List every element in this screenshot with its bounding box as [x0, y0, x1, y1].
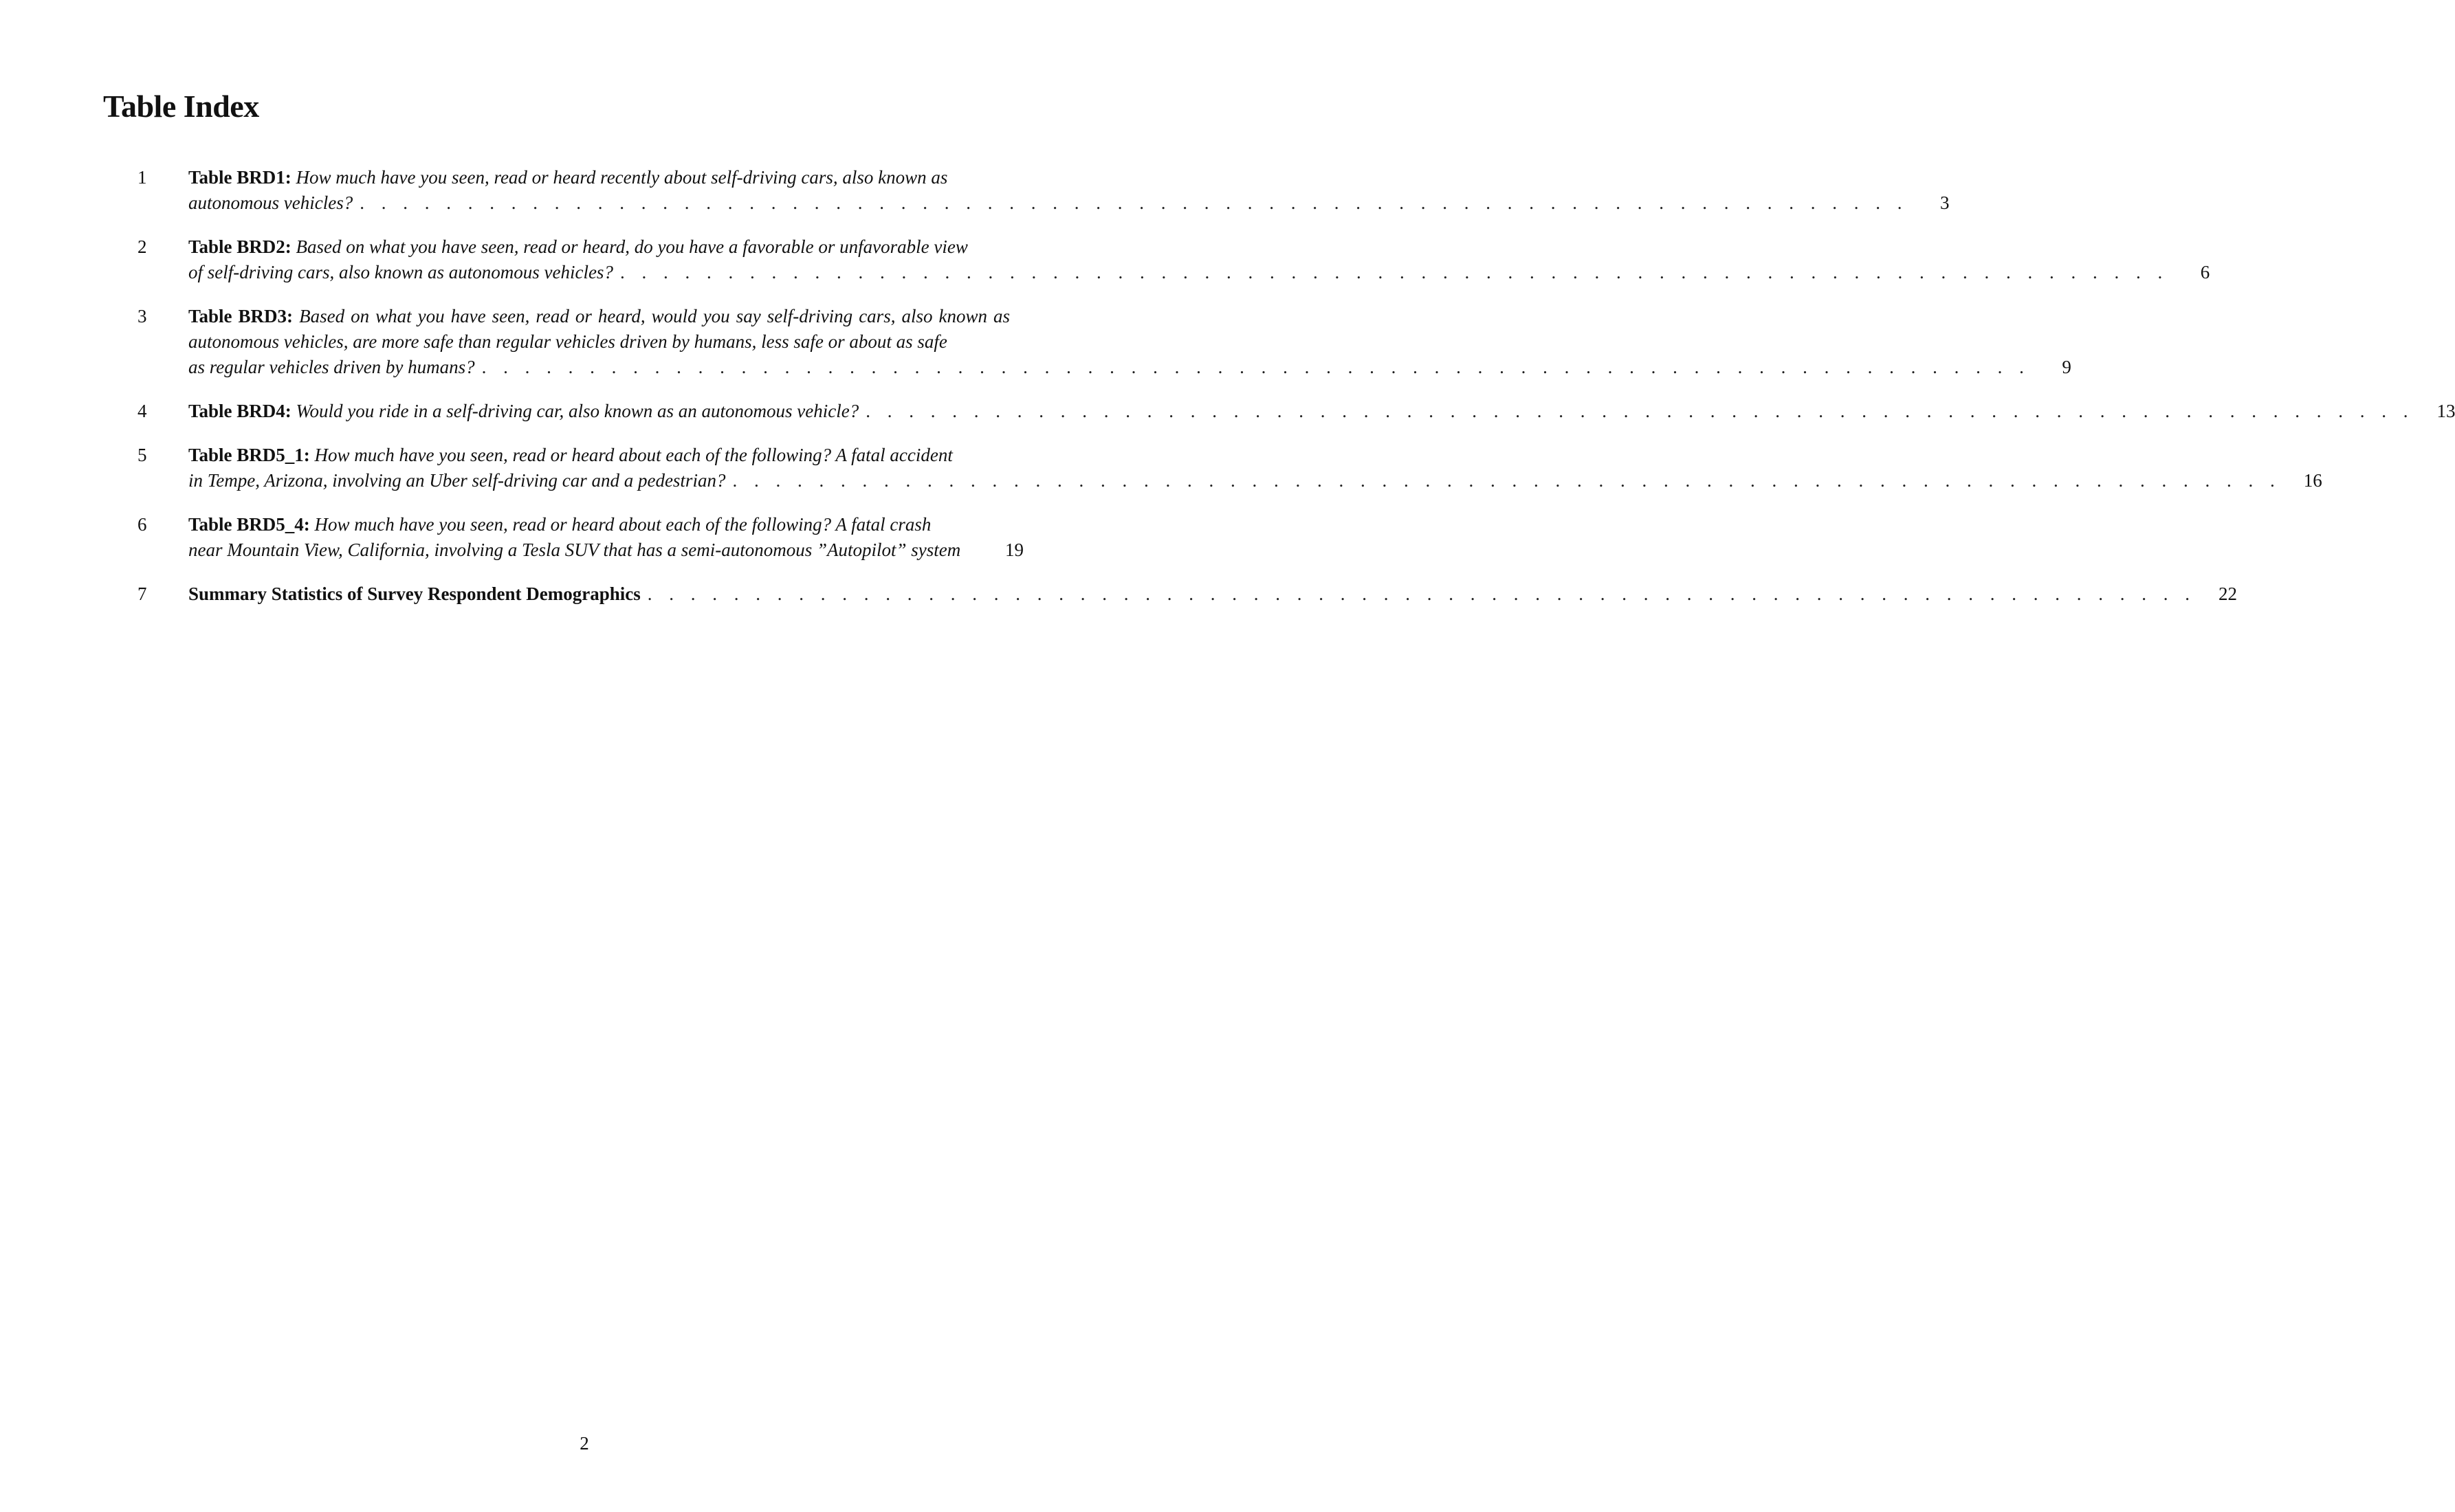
- toc-entry-7[interactable]: [0, 581, 2237, 607]
- toc-leader-dots: . . . . . . . . . . . . . . . . . . . . . . . . . . . . . . . . . . . . . . . . . . . . . . . . . . . . . . . . . . . . . . . . . . . . . . . .: [647, 583, 2196, 604]
- toc-entry-last-line: [188, 581, 2237, 607]
- toc-leader-dots: . . . . . . . . . . . . . . . . . . . . . . . . . . . . . . . . . . . . . . . . . . . . . . . . . . . . . . . . . . . . . . . . . . . . . . . .: [619, 262, 2169, 282]
- toc-entry-question: How much have you seen, read or heard about each of the following? A fatal accident: [314, 445, 953, 465]
- toc-entry-page: 13: [2436, 401, 2455, 421]
- toc-entry-question-end: near Mountain View, California, involving a Tesla SUV that has a semi-autonomous ”Autopilot” system: [188, 540, 961, 560]
- toc-entry-last-line: [188, 260, 2210, 285]
- toc-entry-page: 22: [2219, 583, 2237, 604]
- toc-entry-text: [188, 399, 859, 424]
- toc-entry-3[interactable]: [0, 304, 2071, 380]
- toc-entry-last-line: [188, 399, 2455, 424]
- toc-entry-question: Based on what you have seen, read or heard, do you have a favorable or unfavorable view: [296, 236, 968, 257]
- toc-entry-5[interactable]: [0, 443, 2322, 493]
- page-title: Table Index: [103, 89, 259, 124]
- toc-entry-label: Table BRD5_1:: [188, 445, 310, 465]
- toc-entry-question-end: as regular vehicles driven by humans?: [188, 357, 475, 377]
- toc-entry-4[interactable]: [0, 399, 2455, 424]
- toc-entry-question: How much have you seen, read or heard recently about self-driving cars, also known as: [296, 167, 948, 188]
- toc-entry-page: 16: [2303, 470, 2322, 491]
- toc-entry-last-line: [188, 537, 1024, 563]
- toc-entry-1[interactable]: [0, 165, 1950, 216]
- toc-entry-number: 6: [137, 514, 147, 535]
- toc-entry-text: [188, 512, 1010, 537]
- toc-entry-2[interactable]: [0, 234, 2210, 285]
- toc-entry-question-end: in Tempe, Arizona, involving an Uber self-driving car and a pedestrian?: [188, 470, 726, 491]
- toc-entry-text: [188, 165, 1010, 190]
- toc-entry-page: 6: [2200, 262, 2210, 282]
- toc-entry-last-line: [188, 190, 1950, 216]
- toc-entry-page: 3: [1939, 192, 1950, 213]
- toc-leader-dots: . . . . . . . . . . . . . . . . . . . . . . . . . . . . . . . . . . . . . . . . . . . . . . . . . . . . . . . . . . . . . . . . . . . . . . . .: [866, 401, 2414, 421]
- toc-entry-text: [188, 234, 1010, 260]
- toc-entry-question-end: of self-driving cars, also known as autonomous vehicles?: [188, 262, 613, 282]
- toc-entry-number: 5: [137, 445, 147, 465]
- toc-entry-page: 9: [2062, 357, 2071, 377]
- toc-leader-dots: . . . . . . . . . . . . . . . . . . . . . . . . . . . . . . . . . . . . . . . . . . . . . . . . . . . . . . . . . . . . . . . . . . . . . . . .: [481, 357, 2030, 377]
- toc-entry-page: 19: [1005, 540, 1024, 560]
- toc-entry-number: 3: [137, 306, 147, 326]
- toc-entry-label: Table BRD1:: [188, 167, 291, 188]
- toc-entry-number: 1: [137, 167, 147, 188]
- toc-entry-label: Table BRD4:: [188, 401, 291, 421]
- toc-entry-number: 4: [137, 401, 147, 421]
- toc-entry-last-line: [188, 468, 2322, 493]
- toc-entry-text: [188, 443, 1010, 468]
- toc-entry-question: How much have you seen, read or heard about each of the following? A fatal crash: [314, 514, 932, 535]
- toc-entry-last-line: [188, 355, 2071, 380]
- toc-entry-number: 7: [137, 583, 147, 604]
- toc-entry-question: Based on what you have seen, read or heard, would you say self-driving cars, also known as autonomous vehicles, are more safe than regular vehicles driven by humans, less safe or about as safe: [188, 306, 1011, 352]
- toc-entry-question-end: Would you ride in a self-driving car, also known as an autonomous vehicle?: [296, 401, 859, 421]
- toc-entry-question-end: autonomous vehicles?: [188, 192, 353, 213]
- toc-entry-label: Table BRD2:: [188, 236, 291, 257]
- toc-entry-label: Summary Statistics of Survey Respondent Demographics: [188, 583, 641, 604]
- page-number: 2: [580, 1433, 589, 1454]
- toc-entry-label: Table BRD3:: [188, 306, 294, 326]
- toc-entry-6[interactable]: [0, 512, 1169, 563]
- toc-entry-number: 2: [137, 236, 147, 257]
- toc-entry-label: Table BRD5_4:: [188, 514, 310, 535]
- toc-entry-text: [188, 304, 1010, 355]
- table-index-list: [0, 165, 2455, 625]
- toc-leader-dots: . . . . . . . . . . . . . . . . . . . . . . . . . . . . . . . . . . . . . . . . . . . . . . . . . . . . . . . . . . . . . . . . . . . . . . . .: [360, 192, 1908, 213]
- toc-leader-dots: . . . . . . . . . . . . . . . . . . . . . . . . . . . . . . . . . . . . . . . . . . . . . . . . . . . . . . . . . . . . . . . . . . . . . . . .: [732, 470, 2281, 491]
